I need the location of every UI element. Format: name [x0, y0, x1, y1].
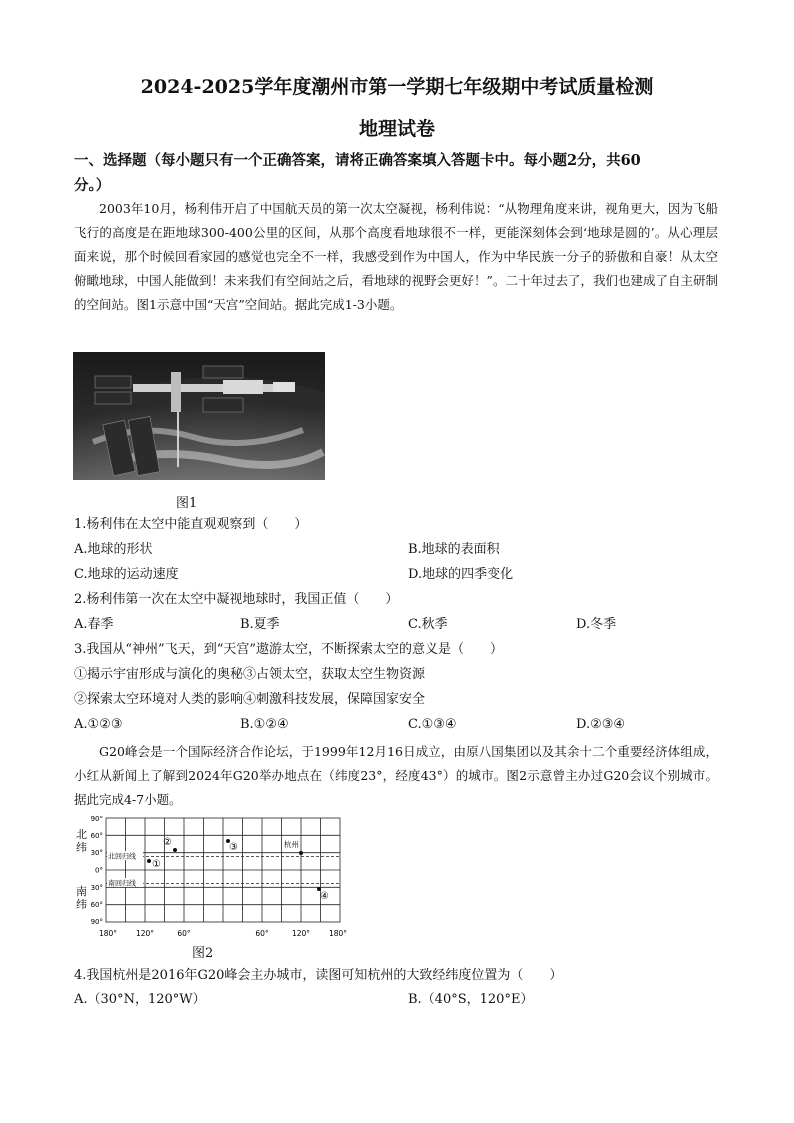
point-1-label: ① — [152, 859, 161, 870]
section-heading-line2: 分。） — [74, 177, 111, 194]
lon-tick-180w: 180° — [98, 929, 118, 938]
exam-subtitle: 地理试卷 — [358, 118, 435, 140]
point-2-label: ② — [163, 837, 172, 848]
lon-tick-180e: 180° — [328, 929, 348, 938]
q4-option-b[interactable]: B.（40°S，120°E） — [408, 992, 534, 1007]
lat-tick-60s: 60° — [90, 901, 103, 909]
q2-option-c[interactable]: C.秋季 — [408, 617, 448, 632]
q3-option-c[interactable]: C.①③④ — [408, 717, 457, 732]
lon-tick-120w: 120° — [135, 929, 155, 938]
lon-tick-60e: 60° — [255, 929, 269, 938]
lon-tick-60w: 60° — [177, 929, 191, 938]
lat-tick-60n: 60° — [90, 832, 103, 840]
lat-tick-90s: 90° — [90, 918, 103, 926]
q1-option-b[interactable]: B.地球的表面积 — [408, 542, 500, 557]
section-heading — [74, 148, 724, 198]
lon-tick-120e: 120° — [291, 929, 311, 938]
lat-tick-30n: 30° — [90, 849, 103, 857]
south-label-1: 南 — [76, 885, 87, 898]
point-4-label: ④ — [320, 891, 329, 902]
passage-1: 2003年10月，杨利伟开启了中国航天员的第一次太空凝视，杨利伟说：“从物理角度来讲，视角更大，因为飞船飞行的高度是在距地球300-400公里的区间，从那个高度看地球很不一样，更能深刻体会到‘地球是圆的’。从心理层面来说，那个时候回看家园的感觉也完全不一样，我感受到作为中国人，作为中华民族一分子的骄傲和自豪！从太空俯瞰地球，中国人能做到！未来我们有空间站之后，看地球的视野会更好！”。二十年过去了，我们也建成了自主研制的空间站。图1示意中国“天宫”空间站。据此完成1-3小题。 — [74, 201, 718, 312]
lat-tick-30s: 30° — [90, 884, 103, 892]
lat-tick-90n: 90° — [90, 816, 103, 823]
figure-2-caption: 图2 — [192, 946, 214, 961]
south-label-2: 纬 — [76, 898, 87, 911]
q3-option-a[interactable]: A.①②③ — [74, 717, 123, 732]
point-1-dot — [147, 859, 151, 863]
q1-option-c[interactable]: C.地球的运动速度 — [74, 567, 179, 582]
q3-statements-line2: ②探索太空环境对人类的影响④刺激科技发展，保障国家安全 — [74, 692, 426, 707]
hangzhou-label: 杭州 — [284, 840, 299, 849]
space-station-illustration — [73, 352, 325, 480]
hangzhou-dot — [299, 851, 303, 855]
q2-option-a[interactable]: A.春季 — [74, 617, 114, 632]
point-3-label: ③ — [229, 842, 238, 853]
q3-option-d[interactable]: D.②③④ — [576, 717, 626, 732]
figure-1-caption: 图1 — [176, 496, 198, 511]
q2-option-d[interactable]: D.冬季 — [576, 617, 617, 632]
q3-stem: 3.我国从“神州”飞天，到“天宫”遨游太空，不断探索太空的意义是（ ） — [74, 642, 503, 657]
q4-option-a[interactable]: A.（30°N，120°W） — [74, 992, 206, 1007]
q3-option-b[interactable]: B.①②④ — [240, 717, 289, 732]
north-label-1: 北 — [76, 828, 87, 841]
lat-tick-0: 0° — [95, 866, 103, 875]
lat-long-grid-figure — [72, 816, 362, 944]
point-2-dot — [173, 848, 177, 852]
tropic-of-cancer-label: 北回归线 — [108, 852, 136, 861]
q1-option-d[interactable]: D.地球的四季变化 — [408, 567, 514, 582]
q2-option-b[interactable]: B.夏季 — [240, 617, 280, 632]
tropic-of-capricorn-label: 南回归线 — [108, 879, 136, 888]
q2-stem: 2.杨利伟第一次在太空中凝视地球时，我国正值（ ） — [74, 592, 399, 607]
q1-option-a[interactable]: A.地球的形状 — [74, 542, 153, 557]
exam-title: 2024-2025学年度潮州市第一学期七年级期中考试质量检测 — [140, 76, 654, 98]
q4-stem: 4.我国杭州是2016年G20峰会主办城市，读图可知杭州的大致经纬度位置为（ ） — [74, 968, 563, 983]
passage-2: G20峰会是一个国际经济合作论坛，于1999年12月16日成立，由原八国集团以及其余十二个重要经济体组成，小红从新闻上了解到2024年G20举办地点在（纬度23°，经度43°）的城市。图2示意曾主办过G20会议个别城市。据此完成4-7小题。 — [74, 744, 718, 807]
north-label-2: 纬 — [76, 841, 87, 854]
section-heading-line1: 一、选择题（每小题只有一个正确答案，请将正确答案填入答题卡中。每小题2分，共60 — [74, 152, 641, 169]
q1-stem: 1.杨利伟在太空中能直观观察到（ ） — [74, 517, 308, 532]
space-station-photo — [73, 352, 325, 480]
lat-long-grid — [72, 816, 362, 944]
q3-statements-line1: ①揭示宇宙形成与演化的奥秘③占领太空，获取太空生物资源 — [74, 667, 426, 682]
